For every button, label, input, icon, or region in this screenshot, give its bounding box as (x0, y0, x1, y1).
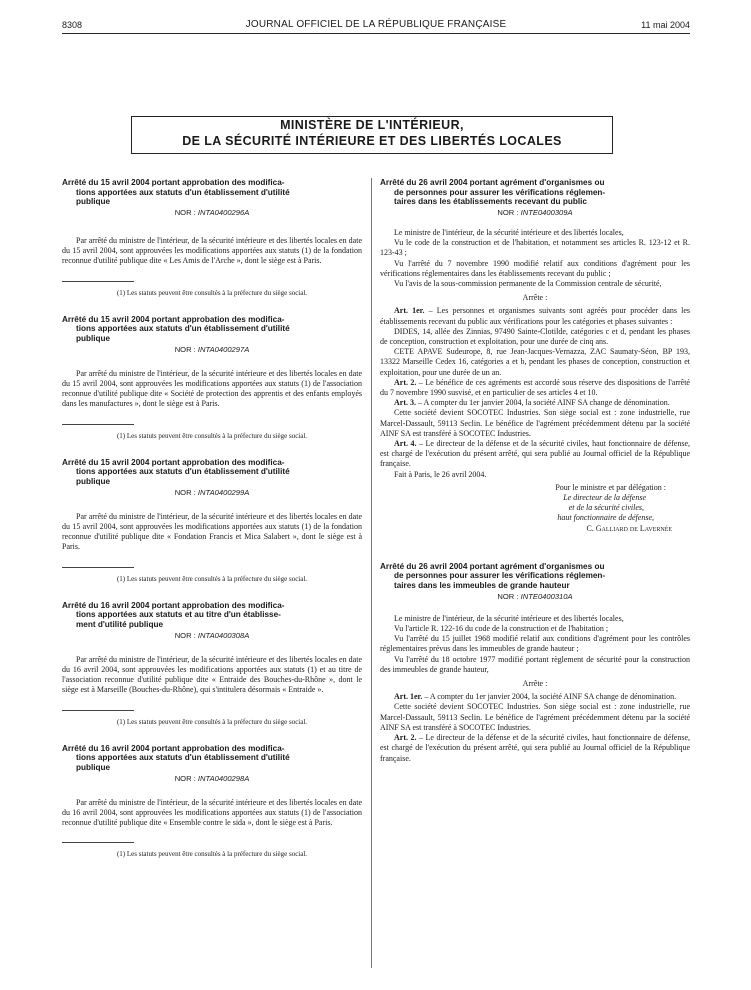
page-header (62, 18, 690, 32)
article-3: Art. 3. – A compter du 1er janvier 2004, la société AINF SA change de dénomination. (394, 398, 670, 408)
nor-reference: NOR : INTA0400297A (174, 344, 250, 354)
footnote: (1) Les statuts peuvent être consultés à la préfecture du siège social. (116, 850, 308, 859)
footnote-rule (62, 424, 134, 425)
footnote: (1) Les statuts peuvent être consultés à la préfecture du siège social. (116, 431, 308, 440)
footnote-rule (62, 710, 134, 711)
nor-reference: NOR : INTE0400309A (497, 207, 573, 217)
decree-block-erp (380, 178, 690, 534)
decree-body: Par arrêté du ministre de l'intérieur, de la sécurité intérieure et des libertés locales en date du 16 avril 2004, sont approuvées les modifications apportées aux statuts (1) et au titre de l'association reconnue d'utilité publique dite « Entraide des Bouches-du-Rhône », dont le siège est à Marseille (Bouches-du-Rhône), qui s'intitulera désormais « Entraide ». (62, 654, 362, 695)
arrete-heading: Arrête : (522, 679, 548, 689)
nor-reference: NOR : INTE0400310A (497, 591, 573, 601)
article-paragraph: DIDES, 14, allée des Zinnias, 97490 Sainte-Clotilde, catégories c et d, pendant les phases de conception, construction et exploitation, pour une durée de cinq ans. (380, 326, 690, 347)
left-column (62, 178, 362, 877)
preamble-vu: Vu le code de la construction et de l'habitation, et notamment ses articles R. 123-12 et R. 123-43 ; (380, 238, 690, 258)
article-paragraph: Cette société devient SOCOTEC Industries. Son siège social est : zone industrielle, rue Marcel-Dassault, 59113 Seclin. Le bénéfice de l'agrément précédemment détenu par la société AINF SA est transféré à SOCOTEC Industries. (380, 408, 690, 438)
column-separator (371, 178, 372, 968)
footnote: (1) Les statuts peuvent être consultés à la préfecture du siège social. (116, 717, 308, 726)
article-1: Art. 1er. – A compter du 1er janvier 2004, la société AINF SA change de dénomination. (394, 692, 677, 702)
nor-reference: NOR : INTA0400298A (174, 773, 250, 783)
article-4: Art. 4. – Le directeur de la défense et de la sécurité civiles, haut fonctionnaire de défense, est chargé de l'exécution du présent arrêté, qui sera publié au Journal officiel de la République française. (380, 439, 690, 469)
journal-title: JOURNAL OFFICIEL DE LA RÉPUBLIQUE FRANÇAISE (245, 19, 507, 30)
decree-body: Par arrêté du ministre de l'intérieur, de la sécurité intérieure et des libertés locales en date du 16 avril 2004, sont approuvées les modifications apportées aux statuts (1) de l'association reconnue d'utilité publique dite « Ensemble contre le sida », dont le siège est à Paris. (62, 797, 362, 828)
right-column (380, 178, 690, 764)
footnote: (1) Les statuts peuvent être consultés à la préfecture du siège social. (116, 574, 308, 583)
article-paragraph: CETE APAVE Sudeurope, 8, rue Jean-Jacques-Vernazza, ZAC Saumaty-Séon, BP 193, 13322 Marseille Cedex 16, catégories a et b, pendant les phases de conception, construction et exploitation, pour une durée de un an. (380, 347, 690, 377)
ministry-banner (131, 116, 613, 154)
decree-body: Par arrêté du ministre de l'intérieur, de la sécurité intérieure et des libertés locales en date du 15 avril 2004, sont approuvées les modifications apportées aux statuts (1) de l'association reconnue d'utilité publique dite « Société de protection des apprentis et des enfants employés dans les manufactures », dont le siège est à Paris. (62, 368, 362, 409)
decree-body: Par arrêté du ministre de l'intérieur, de la sécurité intérieure et des libertés locales en date du 15 avril 2004, sont approuvées les modifications apportées aux statuts (1) de la fondation reconnue d'utilité publique dite « Les Amis de l'Arche », dont le siège est à Paris. (62, 235, 362, 266)
preamble-minister: Le ministre de l'intérieur, de la sécurité intérieure et des libertés locales, (394, 613, 624, 623)
decree-block (62, 315, 362, 441)
preamble-vu: Vu l'article R. 122-16 du code de la construction et de l'habitation ; (394, 624, 609, 634)
signature-line: et de la sécurité civiles, (568, 503, 644, 513)
footnote-rule (62, 567, 134, 568)
decree-body: Par arrêté du ministre de l'intérieur, de la sécurité intérieure et des libertés locales en date du 15 avril 2004, sont approuvées les modifications apportées aux statuts (1) de la fondation reconnue d'utilité publique dite « Fondation Francis et Mica Salabert », dont le siège est à Paris. (62, 511, 362, 552)
decree-title: Arrêté du 15 avril 2004 portant approbation des modifica- tions apportées aux statuts d'un établissement d'utilité publique (62, 178, 290, 207)
decree-title: Arrêté du 26 avril 2004 portant agrément d'organismes ou de personnes pour assurer les vérifications réglemen- taires dans les établissements recevant du public (380, 178, 606, 207)
signature-block (380, 483, 686, 534)
decree-title: Arrêté du 16 avril 2004 portant approbation des modifica- tions apportées aux statuts et au titre d'un établisse- ment d'utilité publique (62, 600, 285, 629)
preamble-vu: Vu l'arrêté du 7 novembre 1990 modifié relatif aux conditions d'agrément pour les vérifications réglementaires dans les établissements recevant du public ; (380, 258, 690, 278)
signature-line: haut fonctionnaire de défense, (557, 513, 654, 523)
article-2: Art. 2. – Le bénéfice de ces agréments est accordé sous réserve des dispositions de l'arrêté du 7 novembre 1990 susvisé, et en particulier de ses articles 4 et 10. (380, 377, 690, 398)
footnote-rule (62, 842, 134, 843)
arrete-heading: Arrête : (522, 293, 548, 303)
page-number: 8308 (62, 20, 83, 30)
signature-line: Le directeur de la défense (563, 493, 646, 503)
ministry-line-1: MINISTÈRE DE L'INTÉRIEUR, (280, 118, 464, 132)
preamble-vu: Vu l'arrêté du 15 juillet 1968 modifié relatif aux conditions d'agrément pour les contrôles réglementaires prévus dans les immeubles de grande hauteur ; (380, 634, 690, 654)
nor-reference: NOR : INTA0400296A (174, 207, 250, 217)
decree-title: Arrêté du 16 avril 2004 portant approbation des modifica- tions apportées aux statuts d'un établissement d'utilité publique (62, 743, 290, 772)
nor-reference: NOR : INTA0400308A (174, 630, 250, 640)
footnote: (1) Les statuts peuvent être consultés à la préfecture du siège social. (116, 288, 308, 297)
decree-block (62, 601, 362, 727)
decree-block-igh (380, 562, 690, 764)
article-paragraph: Cette société devient SOCOTEC Industries. Son siège social est : zone industrielle, rue Marcel-Dassault, 59113 Seclin. Le bénéfice de l'agrément précédemment détenu par la société AINF SA est transféré à SOCOTEC Industries. (380, 702, 690, 732)
article-1: Art. 1er. – Les personnes et organismes suivants sont agréés pour procéder dans les établissements recevant du public aux vérifications pour les catégories et phases suivantes : (380, 306, 691, 326)
article-2: Art. 2. – Le directeur de la défense et de la sécurité civiles, haut fonctionnaire de défense, est chargé de l'exécution du présent arrêté, qui sera publié au Journal officiel de la République française. (380, 733, 690, 763)
preamble-minister: Le ministre de l'intérieur, de la sécurité intérieure et des libertés locales, (394, 227, 624, 237)
decree-title: Arrêté du 15 avril 2004 portant approbation des modifica- tions apportées aux statuts d'un établissement d'utilité publique (62, 457, 290, 486)
signature-line: Pour le ministre et par délégation : (555, 482, 666, 492)
decree-title: Arrêté du 26 avril 2004 portant agrément d'organismes ou de personnes pour assurer les vérifications réglemen- taires dans les immeubles de grande hauteur (380, 561, 606, 591)
nor-reference: NOR : INTA0400299A (174, 487, 250, 497)
decree-block (62, 178, 362, 298)
publication-date: 11 mai 2004 (641, 20, 690, 30)
decree-title: Arrêté du 15 avril 2004 portant approbation des modifica- tions apportées aux statuts d'un établissement d'utilité publique (62, 314, 290, 343)
preamble-vu: Vu l'avis de la sous-commission permanente de la Commission centrale de sécurité, (394, 279, 662, 288)
header-rule (62, 33, 690, 34)
decree-block (62, 744, 362, 860)
signature-date: Fait à Paris, le 26 avril 2004. (394, 469, 487, 479)
preamble-vu: Vu l'arrêté du 18 octobre 1977 modifié portant règlement de sécurité pour la construction des immeubles de grande hauteur, (380, 654, 690, 674)
decree-block (62, 458, 362, 584)
ministry-line-2: DE LA SÉCURITÉ INTÉRIEURE ET DES LIBERTÉS LOCALES (182, 134, 562, 148)
footnote-rule (62, 281, 134, 282)
signatory-name: C. Galliard de Lavernée (586, 523, 672, 533)
